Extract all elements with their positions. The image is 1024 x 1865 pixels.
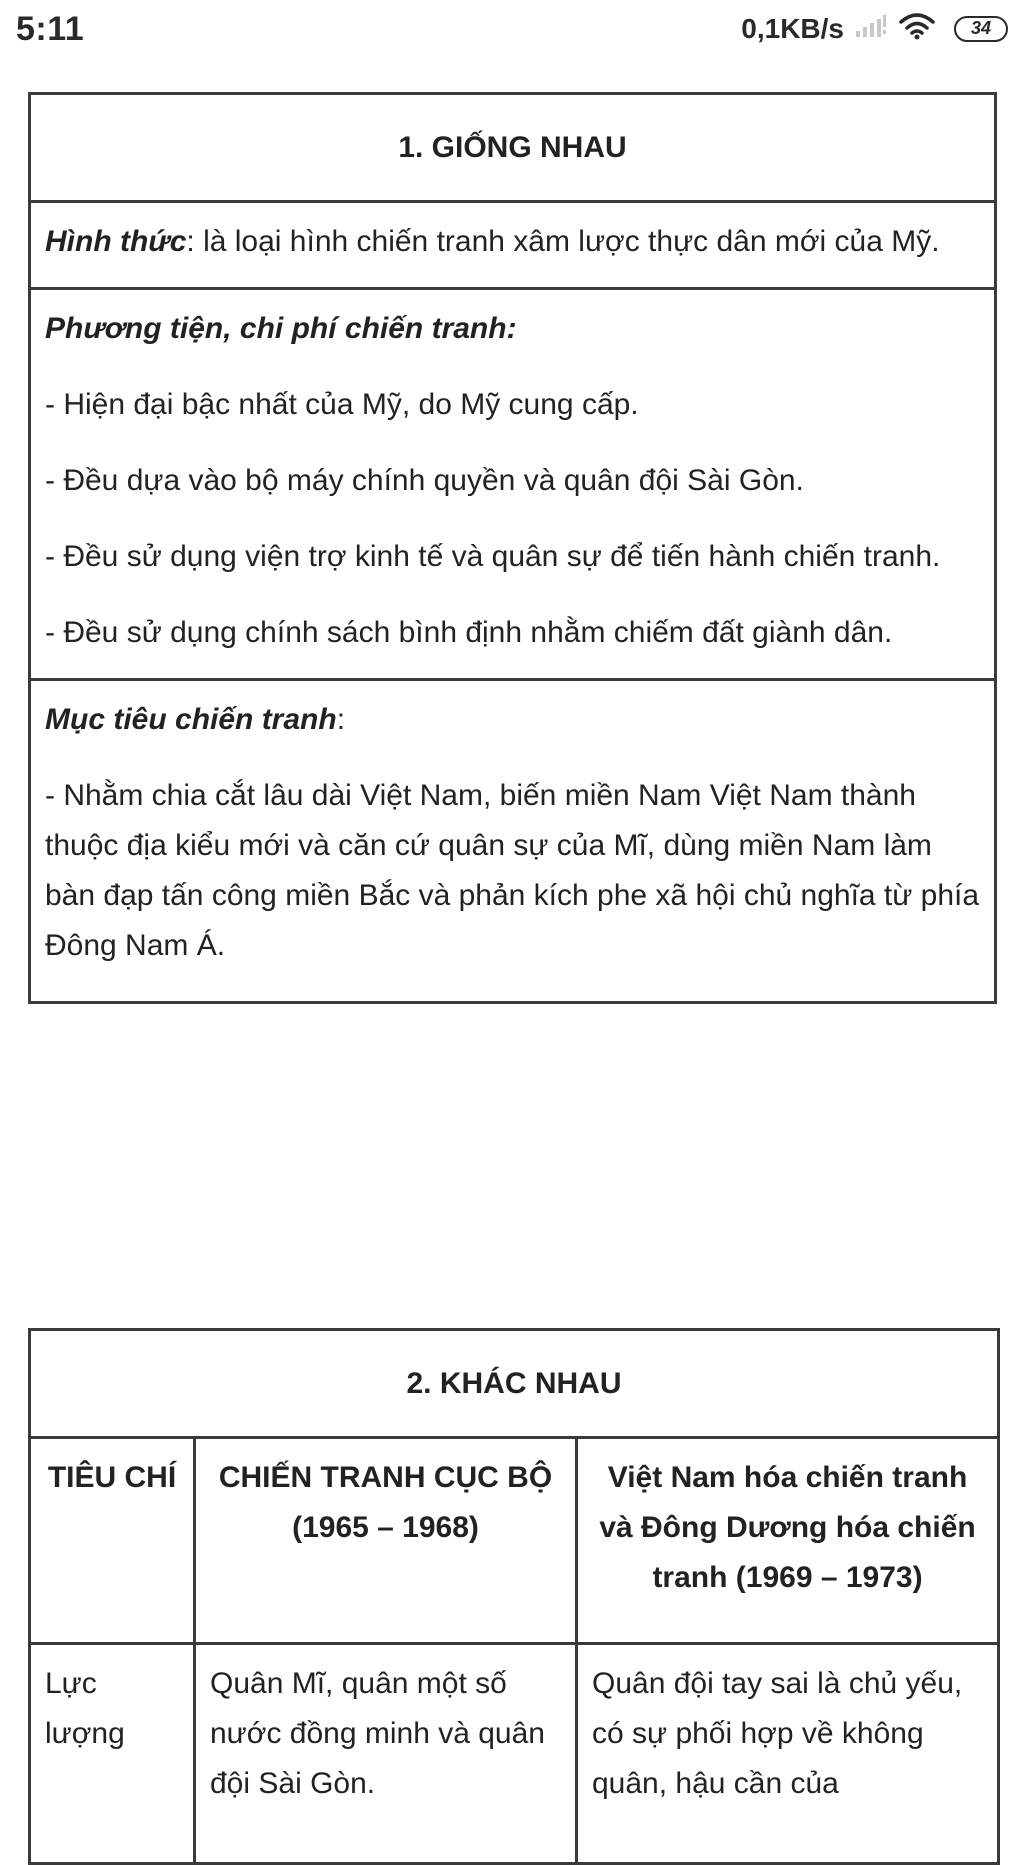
similarities-title: 1. GIỐNG NHAU — [30, 94, 996, 202]
criterion-cell: Lực lượng — [30, 1644, 195, 1864]
goal-heading — [45, 695, 980, 745]
means-row — [30, 289, 996, 680]
battery-icon — [954, 16, 1008, 42]
column-header-criterion: TIÊU CHÍ — [30, 1438, 195, 1644]
status-time: 5:11 — [16, 10, 85, 48]
network-speed: 0,1KB/s — [741, 12, 844, 44]
goal-text: - Nhằm chia cắt lâu dài Việt Nam, biến miền Nam Việt Nam thành thuộc địa kiểu mới và căn cứ quân sự của Mĩ, dùng miền Nam làm bàn đạp tấn công miền Bắc và phản kích phe xã hội chủ nghĩa từ phía Đông Nam Á. — [45, 779, 980, 962]
form-lead: Hình thức — [45, 225, 187, 258]
differences-table — [28, 1328, 1000, 1865]
form-paragraph — [45, 217, 980, 267]
column-header-vietnamization: Việt Nam hóa chiến tranh và Đông Dương hóa chiến tranh (1969 – 1973) — [577, 1438, 999, 1644]
form-text: : là loại hình chiến tranh xâm lược thực dân mới của Mỹ. — [186, 225, 940, 258]
means-item: - Hiện đại bậc nhất của Mỹ, do Mỹ cung cấp. — [45, 388, 639, 421]
wifi-icon — [898, 12, 936, 45]
vietnamization-cell: Quân đội tay sai là chủ yếu, có sự phối hợp về không quân, hậu cần của — [577, 1644, 999, 1864]
means-item: - Đều sử dụng chính sách bình định nhằm chiếm đất giành dân. — [45, 616, 893, 649]
means-item: - Đều dựa vào bộ máy chính quyền và quân đội Sài Gòn. — [45, 464, 804, 497]
similarities-table — [28, 92, 997, 1004]
goal-row — [30, 680, 996, 1003]
differences-title: 2. KHÁC NHAU — [30, 1330, 999, 1438]
table-row — [30, 1644, 999, 1864]
column-header-local-war: CHIẾN TRANH CỤC BỘ (1965 – 1968) — [195, 1438, 577, 1644]
local-war-cell: Quân Mĩ, quân một số nước đồng minh và quân đội Sài Gòn. — [195, 1644, 577, 1864]
goal-lead: Mục tiêu chiến tranh — [45, 703, 337, 736]
battery-level: 34 — [970, 18, 992, 38]
form-row — [30, 202, 996, 289]
means-item: - Đều sử dụng viện trợ kinh tế và quân sự để tiến hành chiến tranh. — [45, 540, 941, 573]
goal-lead-suffix: : — [336, 703, 346, 736]
status-bar — [0, 0, 1024, 64]
signal-icon — [854, 13, 888, 44]
status-indicators — [741, 12, 1008, 45]
means-lead: Phương tiện, chi phí chiến tranh: — [45, 312, 517, 345]
